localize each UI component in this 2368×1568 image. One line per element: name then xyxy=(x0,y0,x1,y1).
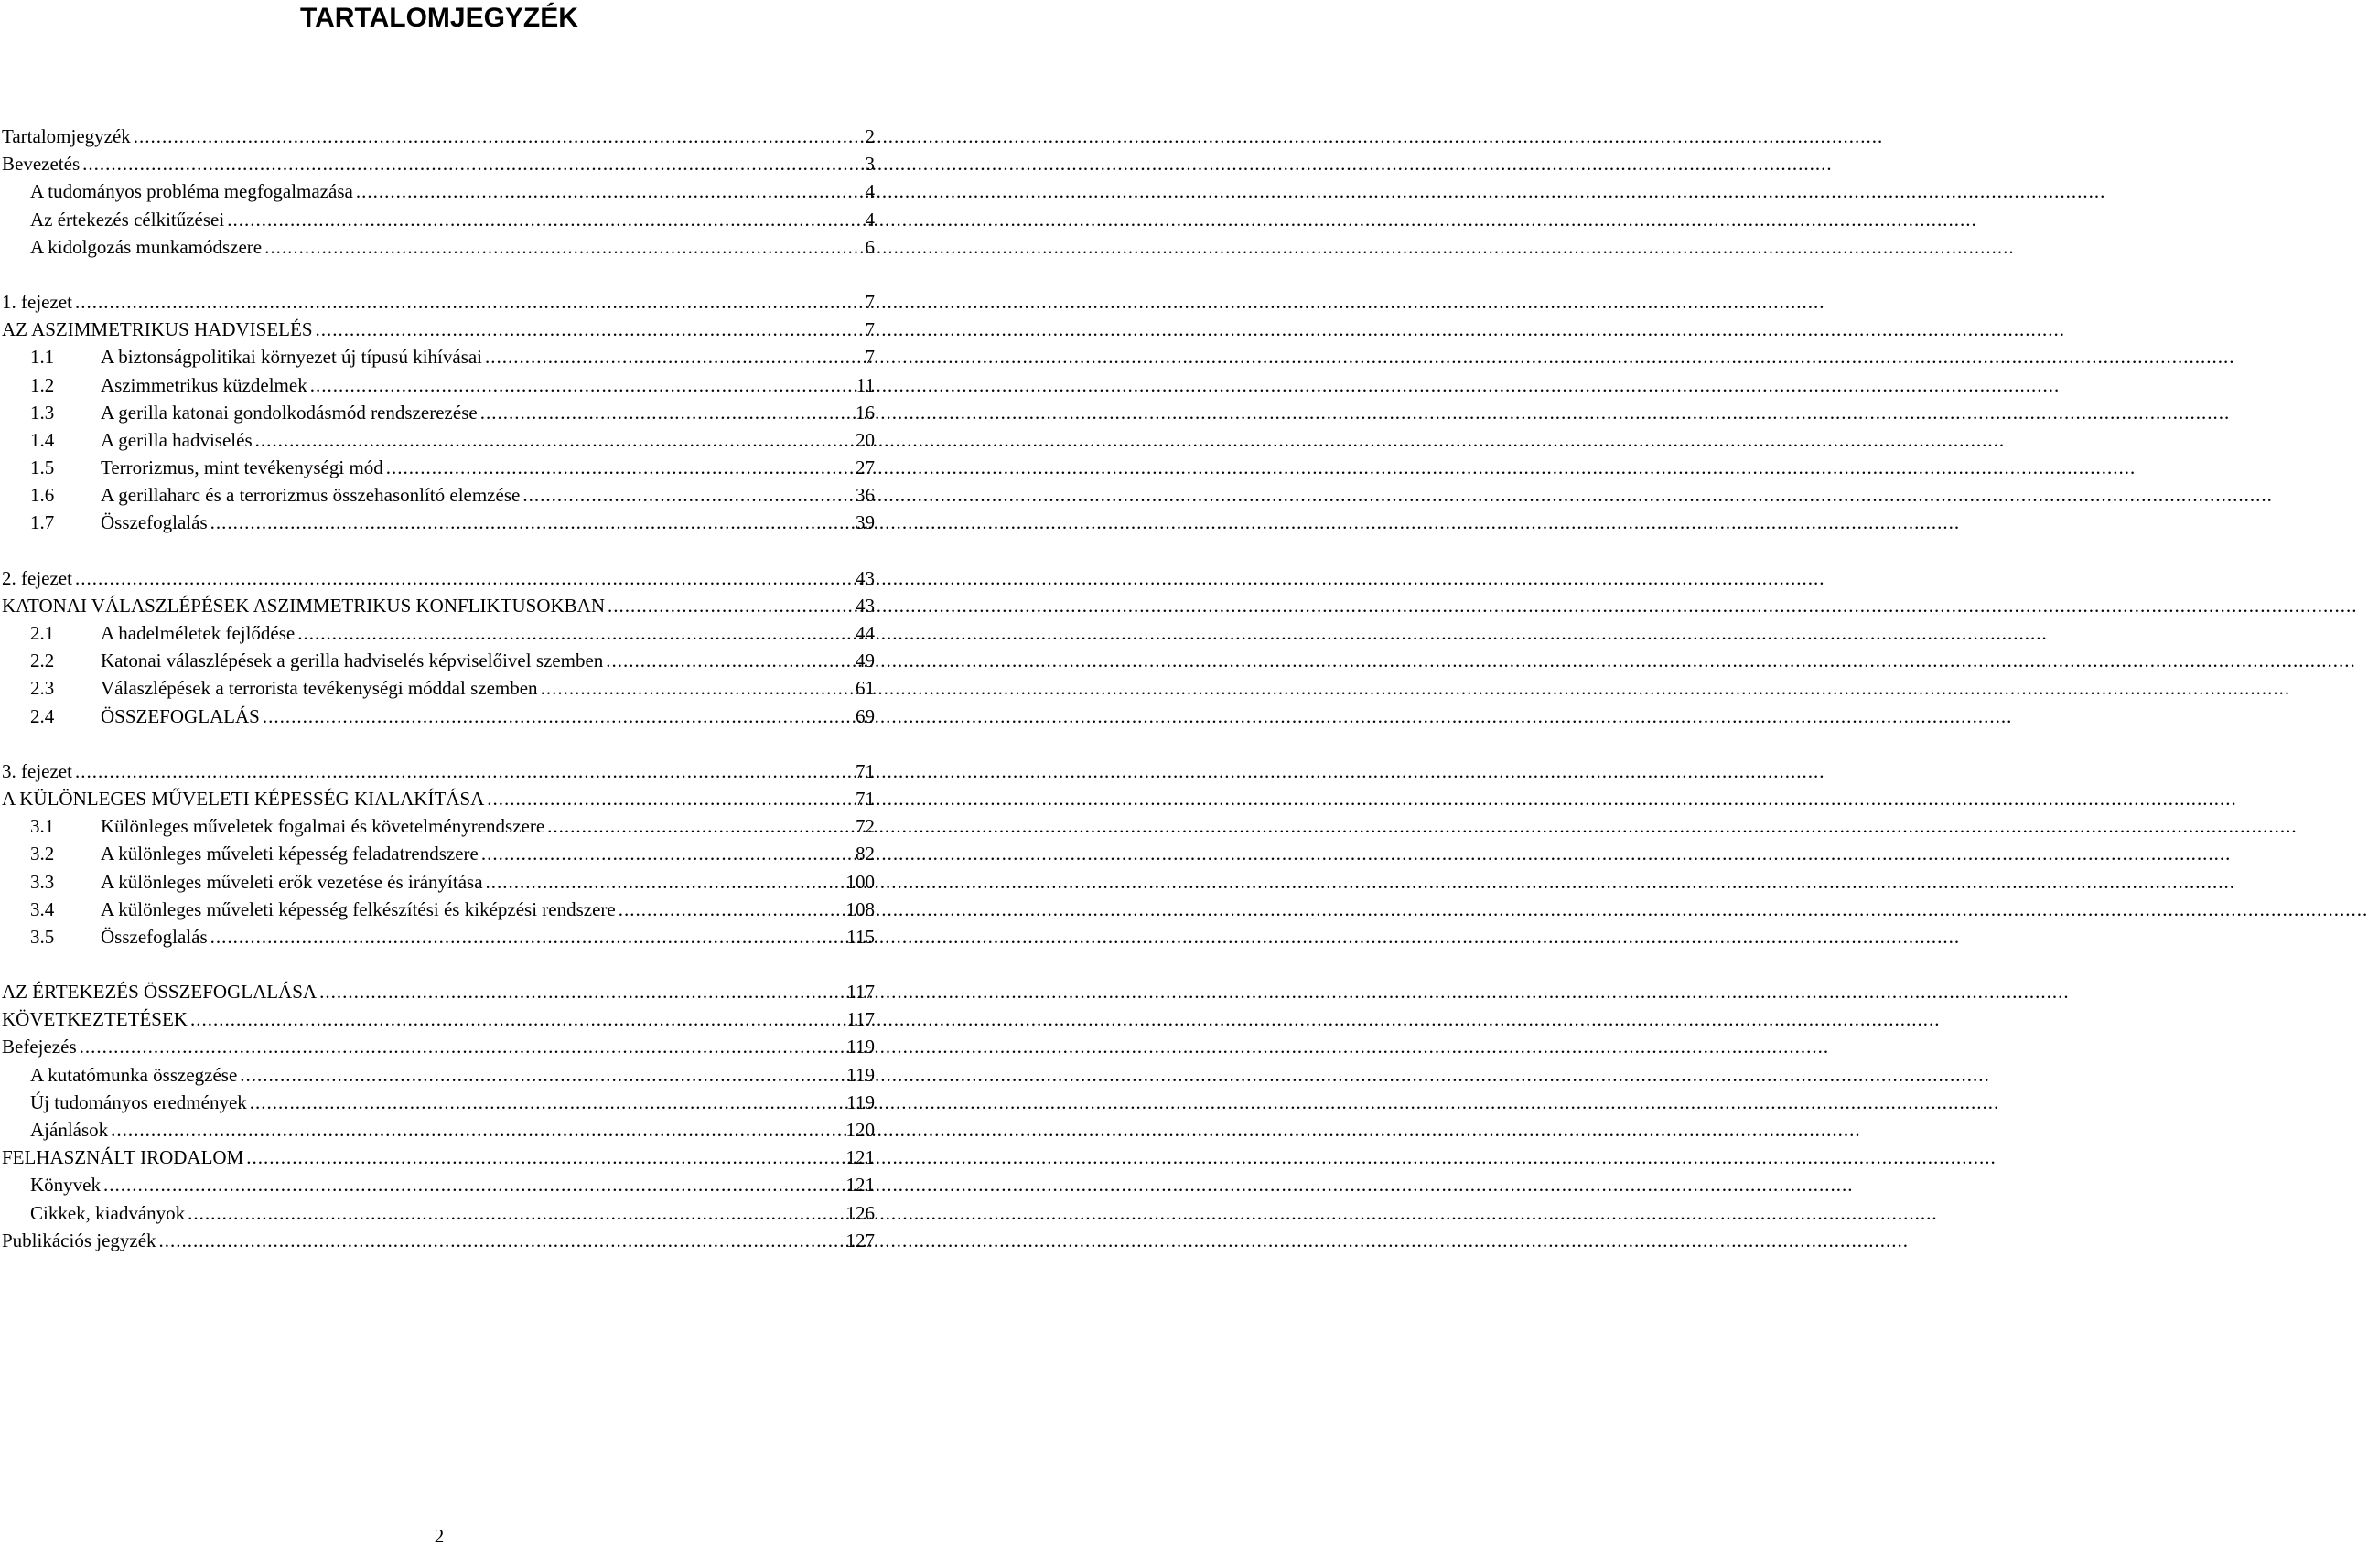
dot-leader xyxy=(75,564,853,592)
toc-entry-number: 2.1 xyxy=(30,622,55,644)
toc-entry-page: 4 xyxy=(865,180,875,203)
toc-entry-page: 16 xyxy=(856,401,875,424)
toc-entry-page: 71 xyxy=(856,759,875,782)
toc-entry-page: 121 xyxy=(845,1146,875,1169)
toc-entry[interactable] xyxy=(2,785,875,812)
toc-entry[interactable] xyxy=(2,1089,875,1116)
toc-group xyxy=(2,288,875,537)
toc-entry-title: A biztonságpolitikai környezet új típusú kihívásai xyxy=(101,346,483,369)
toc-entry-title: A kutatómunka összegzése xyxy=(30,1063,238,1086)
toc-entry-page: 100 xyxy=(845,870,875,893)
toc-entry-number: 1.6 xyxy=(30,484,55,507)
dot-leader xyxy=(608,592,853,619)
toc-entry-title: Összefoglalás xyxy=(101,925,208,948)
toc-entry-title: 3. fejezet xyxy=(2,759,72,782)
dot-leader xyxy=(80,1033,845,1060)
toc-entry-page: 71 xyxy=(856,787,875,810)
toc-entry-title: Új tudományos eredmények xyxy=(30,1090,247,1113)
toc-entry-page: 43 xyxy=(856,566,875,589)
dot-leader xyxy=(310,371,854,399)
toc-entry-page: 7 xyxy=(865,318,875,341)
toc-entry-title: A különleges műveleti képesség felkészítési és kiképzési rendszere xyxy=(101,897,616,920)
dot-leader xyxy=(319,978,844,1005)
dot-leader xyxy=(210,923,845,950)
table-of-contents xyxy=(2,123,875,1254)
toc-entry[interactable] xyxy=(2,647,875,674)
toc-entry[interactable] xyxy=(2,1171,875,1198)
toc-entry-number: 2.4 xyxy=(30,704,55,727)
toc-entry[interactable] xyxy=(2,592,875,619)
toc-entry-title: Összefoglalás xyxy=(101,511,208,534)
toc-entry[interactable] xyxy=(2,1033,875,1060)
dot-leader xyxy=(255,426,853,454)
toc-entry-title: FELHASZNÁLT IRODALOM xyxy=(2,1146,244,1169)
toc-entry-number: 2.2 xyxy=(30,650,55,672)
toc-entry-title: A különleges műveleti erők vezetése és irányítása xyxy=(101,870,483,893)
toc-entry-page: 27 xyxy=(856,456,875,479)
toc-entry-page: 6 xyxy=(865,235,875,258)
toc-entry[interactable] xyxy=(2,1199,875,1227)
toc-entry-page: 115 xyxy=(846,925,875,948)
toc-entry-number: 3.4 xyxy=(30,897,55,920)
toc-entry-page: 2 xyxy=(865,125,875,147)
toc-entry-title: Terrorizmus, mint tevékenységi mód xyxy=(101,456,383,479)
dot-leader xyxy=(75,288,863,316)
dot-leader xyxy=(485,343,862,371)
toc-entry-title: Különleges műveletek fogalmai és követelményrendszere xyxy=(101,815,545,838)
toc-entry[interactable] xyxy=(2,233,875,261)
toc-entry-page: 121 xyxy=(845,1174,875,1197)
toc-entry-page: 72 xyxy=(856,815,875,838)
toc-entry[interactable] xyxy=(2,1227,875,1254)
toc-entry-number: 1.5 xyxy=(30,456,55,479)
toc-entry-title: A hadelméletek fejlődése xyxy=(101,622,296,644)
toc-entry[interactable] xyxy=(2,371,875,399)
toc-entry-page: 117 xyxy=(846,981,875,1004)
toc-entry-title: Bevezetés xyxy=(2,153,81,176)
toc-entry-number: 3.3 xyxy=(30,870,55,893)
dot-leader xyxy=(606,647,853,674)
dot-leader xyxy=(297,619,853,647)
toc-group xyxy=(2,123,875,261)
toc-entry-title: Az értekezés célkitűzései xyxy=(30,208,225,231)
toc-entry-title: A KÜLÖNLEGES MŰVELETI KÉPESSÉG KIALAKÍTÁSA xyxy=(2,787,485,810)
toc-entry-page: 120 xyxy=(845,1119,875,1141)
toc-entry[interactable] xyxy=(2,509,875,536)
toc-entry-page: 127 xyxy=(845,1229,875,1251)
dot-leader xyxy=(522,481,853,509)
toc-entry-title: A gerillaharc és a terrorizmus összehasonlító elemzése xyxy=(101,484,521,507)
toc-entry-number: 1.3 xyxy=(30,401,55,424)
toc-entry-page: 4 xyxy=(865,208,875,231)
toc-entry-title: Aszimmetrikus küzdelmek xyxy=(101,373,307,396)
dot-leader xyxy=(480,399,853,426)
dot-leader xyxy=(82,150,862,177)
toc-entry-page: 126 xyxy=(845,1201,875,1224)
toc-entry[interactable] xyxy=(2,757,875,785)
toc-entry-page: 119 xyxy=(846,1063,875,1086)
toc-group xyxy=(2,564,875,730)
toc-entry-page: 7 xyxy=(865,290,875,313)
toc-entry-title: KATONAI VÁLASZLÉPÉSEK ASZIMMETRIKUS KONFLIKTUSOKBAN xyxy=(2,594,605,617)
toc-entry[interactable] xyxy=(2,123,875,150)
toc-entry[interactable] xyxy=(2,703,875,730)
toc-entry-title: Befejezés xyxy=(2,1036,77,1058)
toc-entry[interactable] xyxy=(2,343,875,371)
toc-entry[interactable] xyxy=(2,481,875,509)
toc-entry[interactable] xyxy=(2,840,875,867)
toc-entry[interactable] xyxy=(2,923,875,950)
dot-leader xyxy=(190,1005,844,1033)
toc-entry[interactable] xyxy=(2,674,875,702)
toc-entry-page: 39 xyxy=(856,511,875,534)
dot-leader xyxy=(316,316,863,343)
toc-entry[interactable] xyxy=(2,177,875,205)
toc-entry-page: 108 xyxy=(845,897,875,920)
dot-leader xyxy=(210,509,853,536)
toc-entry-page: 119 xyxy=(846,1090,875,1113)
toc-entry[interactable] xyxy=(2,206,875,233)
toc-entry-page: 61 xyxy=(856,677,875,700)
toc-entry-number: 3.1 xyxy=(30,815,55,838)
toc-entry[interactable] xyxy=(2,564,875,592)
toc-entry[interactable] xyxy=(2,868,875,896)
dot-leader xyxy=(356,177,863,205)
page-title: TARTALOMJEGYZÉK xyxy=(300,3,578,33)
dot-leader xyxy=(159,1227,844,1254)
toc-group xyxy=(2,978,875,1254)
toc-entry[interactable] xyxy=(2,426,875,454)
toc-entry-title: KÖVETKEZTETÉSEK xyxy=(2,1008,188,1031)
toc-entry-number: 1.2 xyxy=(30,373,55,396)
dot-leader xyxy=(111,1116,843,1144)
toc-entry-title: Ajánlások xyxy=(30,1119,109,1141)
toc-entry-number: 3.5 xyxy=(30,925,55,948)
toc-entry-title: A gerilla katonai gondolkodásmód rendszerezése xyxy=(101,401,478,424)
toc-entry-page: 44 xyxy=(856,622,875,644)
toc-entry-page: 43 xyxy=(856,594,875,617)
toc-entry[interactable] xyxy=(2,288,875,316)
toc-entry-page: 7 xyxy=(865,346,875,369)
toc-entry-title: Publikációs jegyzék xyxy=(2,1229,156,1251)
toc-entry[interactable] xyxy=(2,316,875,343)
toc-entry-title: Cikkek, kiadványok xyxy=(30,1201,186,1224)
dot-leader xyxy=(188,1199,843,1227)
toc-entry[interactable] xyxy=(2,896,875,923)
dot-leader xyxy=(264,233,862,261)
toc-entry-page: 119 xyxy=(846,1036,875,1058)
dot-leader xyxy=(75,757,853,785)
dot-leader xyxy=(486,868,844,896)
toc-entry[interactable] xyxy=(2,1061,875,1089)
toc-entry[interactable] xyxy=(2,1005,875,1033)
toc-entry-page: 49 xyxy=(856,650,875,672)
toc-entry-title: AZ ASZIMMETRIKUS HADVISELÉS xyxy=(2,318,313,341)
toc-entry[interactable] xyxy=(2,1116,875,1144)
dot-leader xyxy=(227,206,862,233)
toc-entry-title: ÖSSZEFOGLALÁS xyxy=(101,704,260,727)
toc-entry-page: 3 xyxy=(865,153,875,176)
toc-entry-title: A gerilla hadviselés xyxy=(101,428,253,451)
dot-leader xyxy=(263,703,853,730)
dot-leader xyxy=(547,812,853,840)
toc-entry-number: 3.2 xyxy=(30,843,55,865)
toc-entry-title: Tartalomjegyzék xyxy=(2,125,131,147)
toc-entry[interactable] xyxy=(2,812,875,840)
toc-entry[interactable] xyxy=(2,454,875,481)
dot-leader xyxy=(240,1061,844,1089)
toc-entry[interactable] xyxy=(2,150,875,177)
toc-entry[interactable] xyxy=(2,1144,875,1171)
toc-entry-title: A kidolgozás munkamódszere xyxy=(30,235,263,258)
dot-leader xyxy=(487,785,853,812)
toc-entry-title: Katonai válaszlépések a gerilla hadviselés képviselőivel szemben xyxy=(101,650,604,672)
toc-entry-page: 117 xyxy=(846,1008,875,1031)
toc-entry-number: 1.7 xyxy=(30,511,55,534)
toc-entry-title: 1. fejezet xyxy=(2,290,72,313)
dot-leader xyxy=(103,1171,844,1198)
toc-entry[interactable] xyxy=(2,399,875,426)
dot-leader xyxy=(481,840,853,867)
toc-entry-page: 36 xyxy=(856,484,875,507)
toc-entry-title: Könyvek xyxy=(30,1174,101,1197)
dot-leader xyxy=(246,1144,843,1171)
toc-group xyxy=(2,757,875,950)
dot-leader xyxy=(619,896,844,923)
toc-entry[interactable] xyxy=(2,978,875,1005)
toc-entry-title: 2. fejezet xyxy=(2,566,72,589)
toc-entry-number: 1.4 xyxy=(30,428,55,451)
page-number: 2 xyxy=(434,1525,445,1547)
toc-entry-page: 69 xyxy=(856,704,875,727)
toc-entry-number: 2.3 xyxy=(30,677,55,700)
dot-leader xyxy=(541,674,853,702)
dot-leader xyxy=(134,123,863,150)
toc-entry-number: 1.1 xyxy=(30,346,55,369)
toc-entry-page: 20 xyxy=(856,428,875,451)
dot-leader xyxy=(386,454,853,481)
toc-entry-page: 82 xyxy=(856,843,875,865)
toc-entry-title: AZ ÉRTEKEZÉS ÖSSZEFOGLALÁSA xyxy=(2,981,318,1004)
toc-entry-title: Válaszlépések a terrorista tevékenységi móddal szemben xyxy=(101,677,538,700)
toc-entry-title: A különleges műveleti képesség feladatrendszere xyxy=(101,843,479,865)
toc-entry-page: 11 xyxy=(856,373,875,396)
toc-entry[interactable] xyxy=(2,619,875,647)
dot-leader xyxy=(250,1089,844,1116)
toc-entry-title: A tudományos probléma megfogalmazása xyxy=(30,180,353,203)
